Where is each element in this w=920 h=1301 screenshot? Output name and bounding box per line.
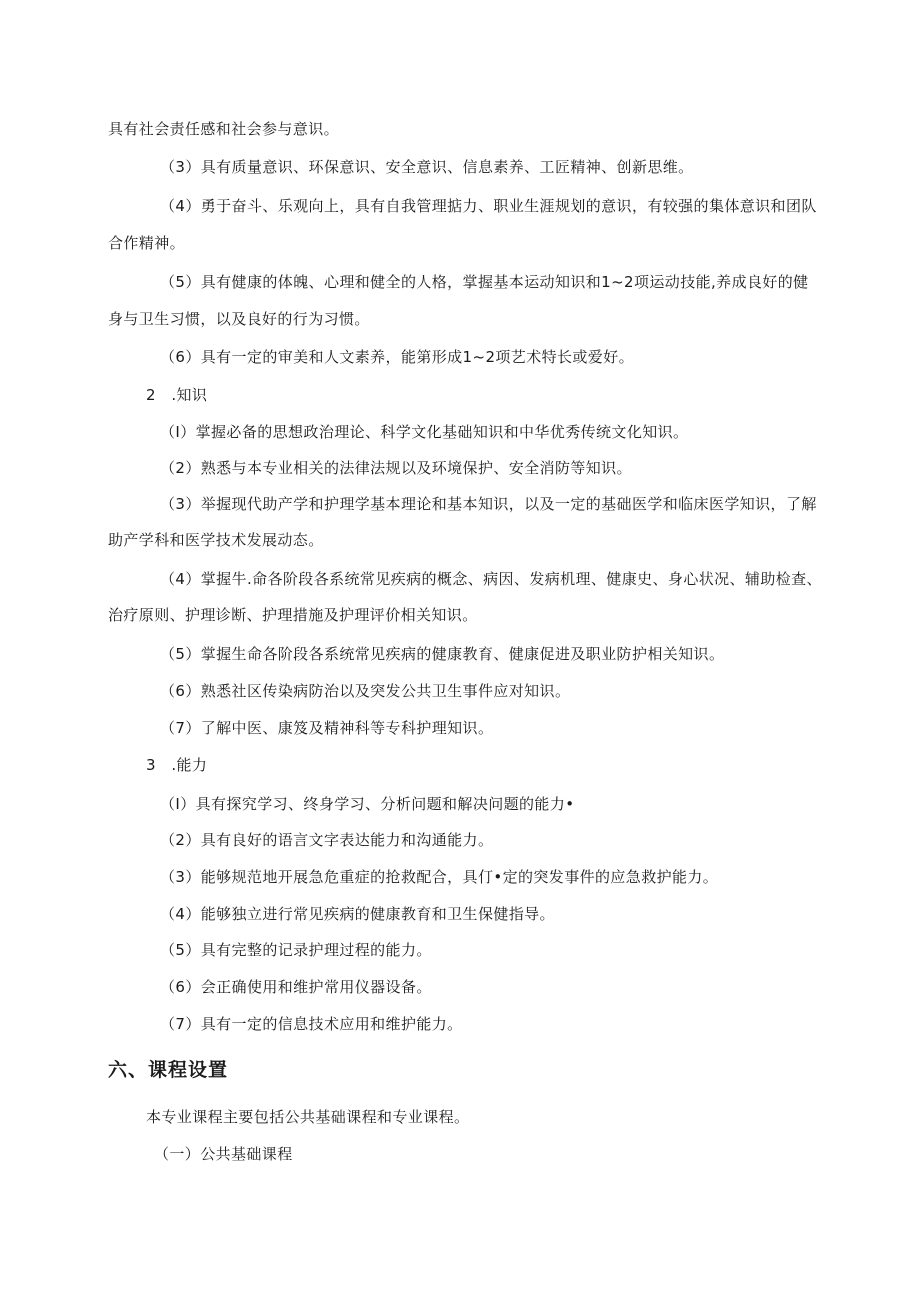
- quality-item-4-line-1: （4）勇于奋斗、乐观向上，具有自我管理掂力、职业生涯规划的意识，有较强的集体意识和团队: [160, 197, 817, 215]
- quality-item-4-line-2: 合作精神。: [108, 234, 186, 252]
- ability-item-4: （4）能够独立进行常见疾病的健康教育和卫生保健指导。: [160, 905, 555, 923]
- ability-item-2: （2）具有良好的语言文字表达能力和沟通能力。: [160, 831, 494, 849]
- knowledge-item-1: （I）掌握必备的思想政治理论、科学文化基础知识和中华优秀传统文化知识。: [160, 423, 689, 441]
- ability-item-5: （5）具有完整的记录护理过程的能力。: [160, 941, 432, 959]
- quality-item-6: （6）具有一定的审美和人文素养，能第形成1~2项艺术特长或爱好。: [160, 348, 635, 366]
- ability-heading: 3 .能力: [146, 756, 208, 774]
- knowledge-item-2: （2）熟悉与本专业相关的法律法规以及环境保护、安全消防等知识。: [160, 459, 632, 477]
- courses-subheading-public: （一）公共基础课程: [154, 1145, 293, 1163]
- quality-item-5-line-2: 身与卫生习惯，以及良好的行为习惯。: [108, 310, 370, 328]
- knowledge-item-6: （6）熟悉社区传染病防治以及突发公共卫生事件应对知识。: [160, 682, 571, 700]
- ability-item-3: （3）能够规范地开展急危重症的抢救配合，具仃•定的突发事件的应急救护能力。: [160, 868, 719, 886]
- knowledge-item-7: （7）了解中医、康笈及精神科等专科护理知识。: [160, 719, 494, 737]
- knowledge-heading: 2 .知识: [146, 386, 208, 404]
- ability-item-6: （6）会正确使用和维护常用仪器设备。: [160, 978, 432, 996]
- knowledge-item-4-line-1: （4）掌握牛.命各阶段各系统常见疾病的概念、病因、发病机理、健康史、身心状况、辅助检查、: [160, 570, 822, 588]
- section-heading-courses: 六、课程设置: [108, 1059, 229, 1081]
- quality-item-3: （3）具有质量意识、环保意识、安全意识、信息素养、工匠精神、创新思维。: [160, 158, 694, 176]
- paragraph-continuation: 具有社会责任感和社会参与意识。: [108, 120, 340, 138]
- knowledge-item-4-line-2: 治疗原则、护理诊断、护理措施及护理评价相关知识。: [108, 606, 478, 624]
- courses-intro: 本专业课程主要包括公共基础课程和专业课程。: [146, 1108, 470, 1126]
- ability-item-7: （7）具有一定的信息技术应用和维护能力。: [160, 1015, 463, 1033]
- knowledge-item-5: （5）掌握生命各阶段各系统常见疾病的健康教育、健康促进及职业防护相关知识。: [160, 645, 725, 663]
- knowledge-item-3-line-2: 助产学科和医学技术发展动态。: [108, 531, 324, 549]
- ability-item-1: （I）具有探究学习、终身学习、分析问题和解决问题的能力•: [160, 795, 575, 813]
- knowledge-item-3-line-1: （3）举握现代助产学和护理学基本理论和基本知识，以及一定的基础医学和临床医学知识，了解: [160, 495, 817, 513]
- quality-item-5-line-1: （5）具有健康的体魄、心理和健全的人格，掌握基本运动知识和1~2项运动技能,养成良好的健: [160, 273, 809, 291]
